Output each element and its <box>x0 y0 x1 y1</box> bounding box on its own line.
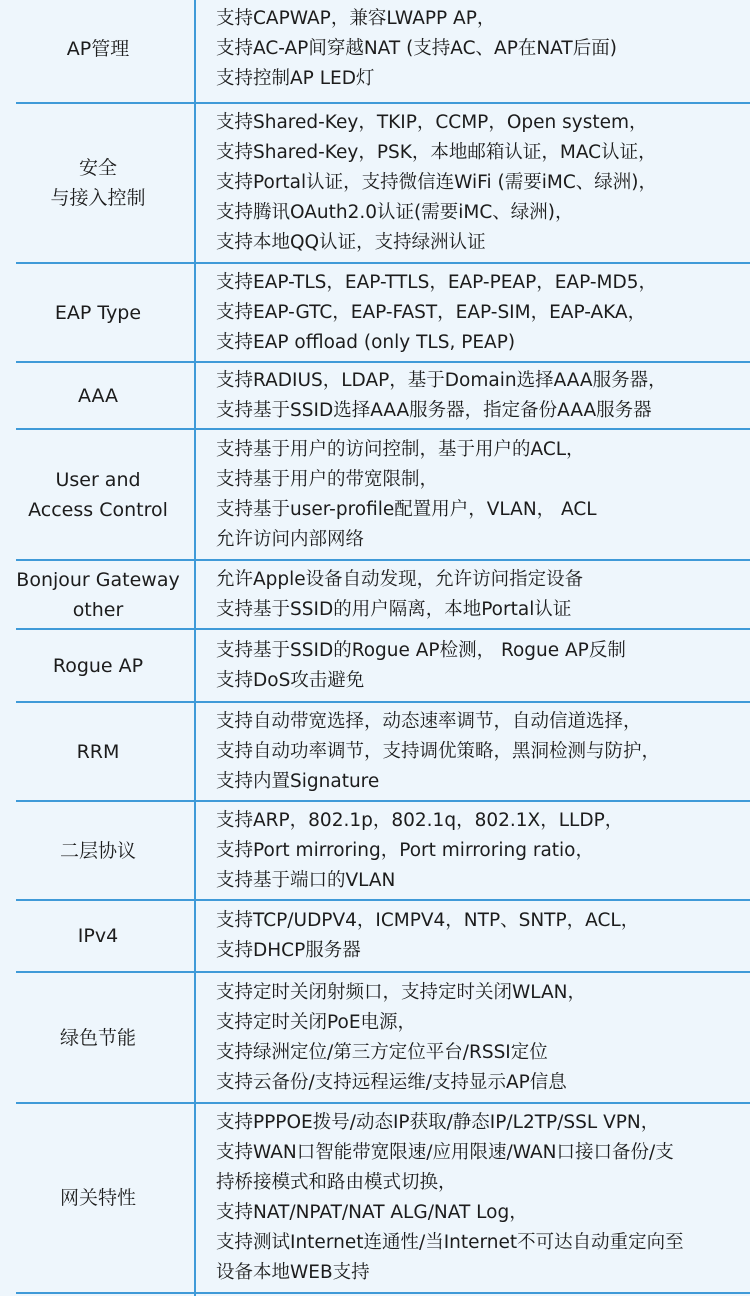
description-cell <box>216 104 730 262</box>
spec-row <box>0 104 750 264</box>
description-cell <box>216 0 730 102</box>
description-line: 支持PPPOE拨号/动态IP获取/静态IP/L2TP/SSL VPN， <box>216 1112 660 1133</box>
category-label: RRM <box>76 740 120 763</box>
category-cell <box>0 0 196 102</box>
description-line: 支持Portal认证，支持微信连WiFi (需要iMC、绿洲)， <box>216 172 657 193</box>
spec-row <box>0 430 750 561</box>
description-line: 允许访问内部网络 <box>216 528 365 550</box>
description-line: 允许Apple设备自动发现，允许访问指定设备 <box>216 568 584 590</box>
category-cell <box>0 1104 196 1292</box>
description-cell <box>216 363 730 428</box>
category-label: 绿色节能 <box>59 1026 136 1049</box>
description-line: 支持基于SSID选择AAA服务器，指定备份AAA服务器 <box>216 399 652 421</box>
description-line: 支持控制AP LED灯 <box>216 68 375 89</box>
description-line: 支持EAP offload (only TLS, PEAP) <box>216 331 516 353</box>
description-line: 支持TCP/UDPV4，ICMPV4，NTP、SNTP，ACL， <box>216 910 640 931</box>
description-line: 支持绿洲定位/第三方定位平台/RSSI定位 <box>216 1041 548 1063</box>
spec-row <box>0 1104 750 1294</box>
spec-row <box>0 630 750 703</box>
description-line: 支持内置Signature <box>216 770 380 792</box>
spec-row <box>0 973 750 1104</box>
category-cell <box>0 973 196 1102</box>
spec-row <box>0 0 750 104</box>
description-line: 支持DoS攻击避免 <box>216 669 365 691</box>
description-line: 支持基于用户的访问控制，基于用户的ACL， <box>216 438 585 460</box>
spec-row <box>0 264 750 363</box>
description-line: 设备本地WEB支持 <box>216 1262 370 1283</box>
description-cell <box>216 973 730 1102</box>
category-label: AAA <box>77 384 119 407</box>
category-label: 与接入控制 <box>50 187 146 209</box>
description-line: 支持WAN口智能带宽限速/应用限速/WAN口接口备份/支 <box>216 1142 674 1163</box>
category-label: 二层协议 <box>59 839 136 862</box>
spec-row <box>0 363 750 430</box>
description-line: 支持云备份/支持远程运维/支持显示AP信息 <box>216 1071 567 1093</box>
description-line: 支持ARP，802.1p，802.1q，802.1X，LLDP， <box>216 809 624 831</box>
category-cell <box>0 901 196 971</box>
description-line: 支持基于SSID的Rogue AP检测， Rogue AP反制 <box>216 639 626 661</box>
description-cell <box>216 802 730 899</box>
description-line: 支持定时关闭PoE电源， <box>216 1011 417 1033</box>
category-label: other <box>72 598 124 621</box>
description-line: 支持自动带宽选择，动态速率调节，自动信道选择， <box>216 710 642 732</box>
description-line: 支持EAP-GTC，EAP-FAST，EAP-SIM，EAP-AKA， <box>216 301 647 323</box>
category-cell <box>0 264 196 361</box>
spec-row <box>0 703 750 802</box>
category-label: Bonjour Gateway <box>16 568 180 591</box>
description-cell <box>216 901 730 971</box>
description-line: 支持腾讯OAuth2.0认证(需要iMC、绿洲)， <box>216 202 574 223</box>
description-line: 支持DHCP服务器 <box>216 940 361 961</box>
description-line: 支持NAT/NPAT/NAT ALG/NAT Log， <box>216 1202 528 1223</box>
description-cell <box>216 630 730 701</box>
description-line: 支持基于用户的带宽限制， <box>216 468 439 490</box>
description-line: 支持本地QQ认证，支持绿洲认证 <box>216 232 486 253</box>
description-line: 支持AC-AP间穿越NAT (支持AC、AP在NAT后面) <box>216 38 617 59</box>
category-label: AP管理 <box>66 38 130 60</box>
spec-row <box>0 901 750 973</box>
category-cell <box>0 104 196 262</box>
category-cell <box>0 561 196 628</box>
description-line: 支持自动功率调节，支持调优策略，黑洞检测与防护， <box>216 740 661 762</box>
spec-row <box>0 802 750 901</box>
category-label: IPv4 <box>77 925 119 947</box>
description-line: 支持EAP-TLS，EAP-TTLS，EAP-PEAP，EAP-MD5， <box>216 271 657 293</box>
description-line: 支持定时关闭射频口，支持定时关闭WLAN， <box>216 981 587 1003</box>
description-line: 持桥接模式和路由模式切换， <box>216 1172 457 1193</box>
category-cell <box>0 703 196 800</box>
description-line: 支持Shared-Key，PSK，本地邮箱认证，MAC认证， <box>216 142 657 163</box>
category-cell <box>0 430 196 559</box>
description-cell <box>216 703 730 800</box>
description-cell <box>216 1104 730 1292</box>
description-line: 支持RADIUS，LDAP，基于Domain选择AAA服务器， <box>216 369 667 391</box>
category-label: 安全 <box>78 157 117 179</box>
category-label: Rogue AP <box>52 654 144 677</box>
description-cell <box>216 561 730 628</box>
description-line: 支持基于user-profile配置用户，VLAN， ACL <box>216 498 597 520</box>
description-cell <box>216 430 730 559</box>
description-line: 支持CAPWAP，兼容LWAPP AP， <box>216 8 496 29</box>
category-label: 网关特性 <box>59 1187 136 1209</box>
description-line: 支持测试Internet连通性/当Internet不可达自动重定向至 <box>216 1232 684 1253</box>
category-label: User and <box>55 468 141 491</box>
category-cell <box>0 363 196 428</box>
description-line: 支持Port mirroring，Port mirroring ratio， <box>216 839 594 861</box>
category-cell <box>0 802 196 899</box>
description-line: 支持基于SSID的用户隔离，本地Portal认证 <box>216 598 572 620</box>
category-cell <box>0 630 196 701</box>
description-line: 支持Shared-Key，TKIP，CCMP，Open system， <box>216 112 648 133</box>
description-cell <box>216 264 730 361</box>
category-label: Access Control <box>28 498 168 521</box>
category-label: EAP Type <box>54 301 142 324</box>
row-divider <box>16 1292 750 1294</box>
description-line: 支持基于端口的VLAN <box>216 869 396 891</box>
spec-row <box>0 561 750 630</box>
